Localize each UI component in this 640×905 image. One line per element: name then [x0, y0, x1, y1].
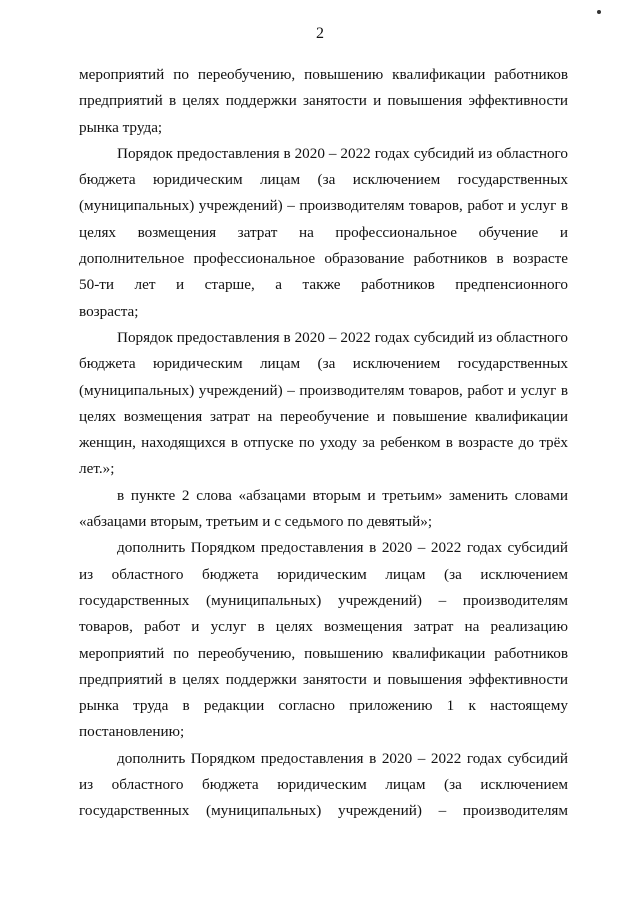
text-line: дополнительное профессиональное образование работников в возрасте: [79, 250, 568, 268]
text-line: целях возмещения затрат на переобучение и повышение квалификации: [79, 407, 568, 425]
text-line: государственных (муниципальных) учреждений) – производителям: [79, 591, 568, 609]
text-line: мероприятий по переобучению, повышению квалификации работников: [79, 66, 568, 83]
text-line: дополнить Порядком предоставления в 2020 – 2022 годах субсидий: [117, 749, 568, 767]
text-line: (муниципальных) учреждений) – производителям товаров, работ и услуг в: [79, 381, 568, 399]
text-line: бюджета юридическим лицам (за исключением государственных: [79, 171, 568, 189]
text-line: предприятий в целях поддержки занятости и повышения эффективности: [79, 92, 568, 110]
text-line: рынка труда в редакции согласно приложению 1 к настоящему: [79, 697, 568, 715]
text-line: мероприятий по переобучению, повышению квалификации работников: [79, 644, 568, 662]
text-line: возраста;: [79, 302, 139, 320]
text-line: постановлению;: [79, 723, 185, 741]
text-line: из областного бюджета юридическим лицам (за исключением: [79, 776, 568, 794]
text-line: лет.»;: [79, 460, 115, 478]
text-line: государственных (муниципальных) учреждений) – производителям: [79, 802, 568, 820]
document-body: [79, 62, 568, 825]
text-line: дополнить Порядком предоставления в 2020 – 2022 годах субсидий: [117, 539, 568, 557]
text-line: в пункте 2 слова «абзацами вторым и третьим» заменить словами: [117, 486, 568, 504]
text-line: Порядок предоставления в 2020 – 2022 годах субсидий из областного: [117, 328, 568, 346]
text-line: 50-ти лет и старше, а также работников предпенсионного: [79, 276, 568, 294]
page-number: 2: [316, 25, 324, 42]
text-line: «абзацами вторым, третьим и с седьмого по девятый»;: [79, 513, 433, 531]
text-line: Порядок предоставления в 2020 – 2022 годах субсидий из областного: [117, 144, 568, 162]
text-line: женщин, находящихся в отпуске по уходу за ребенком в возрасте до трёх: [79, 434, 568, 452]
text-line: рынка труда;: [79, 118, 163, 136]
text-line: (муниципальных) учреждений) – производителям товаров, работ и услуг в: [79, 197, 568, 215]
text-line: целях возмещения затрат на профессиональное обучение и: [79, 223, 568, 241]
text-line: товаров, работ и услуг в целях возмещения затрат на реализацию: [79, 618, 568, 636]
text-line: предприятий в целях поддержки занятости и повышения эффективности: [79, 670, 568, 688]
text-line: бюджета юридическим лицам (за исключением государственных: [79, 355, 568, 373]
text-line: из областного бюджета юридическим лицам (за исключением: [79, 565, 568, 583]
scan-dot: [597, 10, 601, 14]
